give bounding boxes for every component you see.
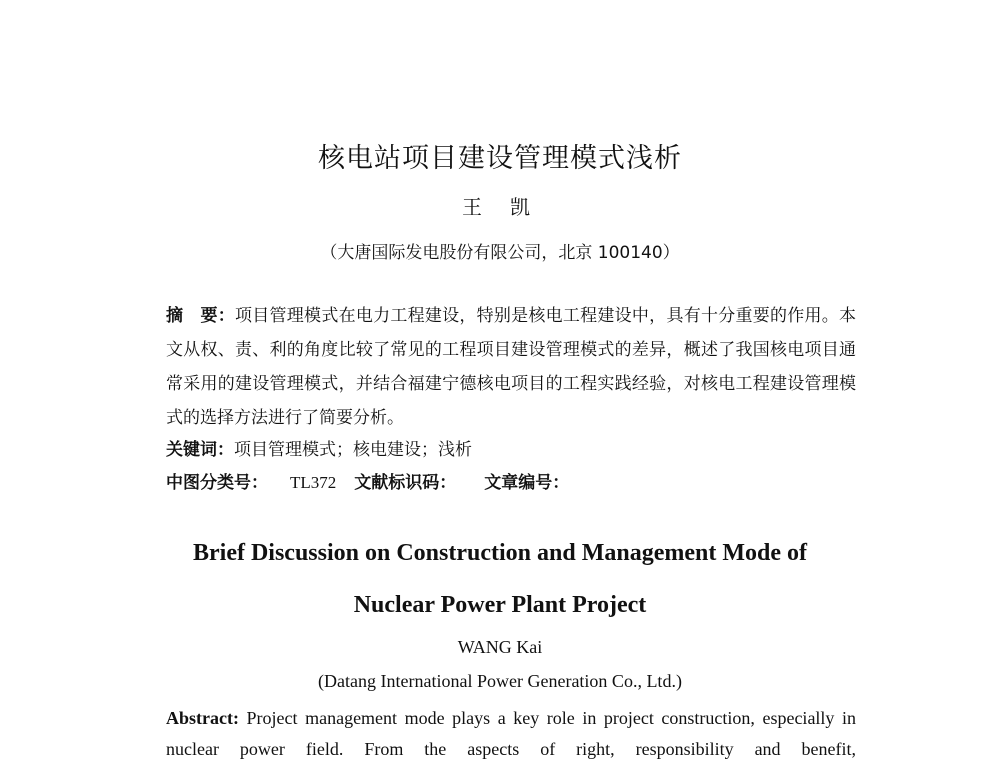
chinese-affiliation: （大唐国际发电股份有限公司，北京 100140） [320,243,680,263]
english-author: WANG Kai [457,637,543,657]
article-number-label: 文章编号： [484,473,570,493]
english-title-line-2: Nuclear Power Plant Project [353,592,647,618]
chinese-title: 核电站项目建设管理模式浅析 [318,143,682,174]
document-code-label: 文献标识码： [354,473,457,493]
chinese-keywords [166,433,856,467]
clc-label: 中图分类号： [166,473,268,493]
chinese-abstract-text: 项目管理模式在电力工程建设，特别是核电工程建设中，具有十分重要的作用。本文从权、责、利的角度比较了常见的工程项目建设管理模式的差异，概述了我国核电项目通常采用的建设管理模式，并结合福建宁德核电项目的工程实践经验，对核电工程建设管理模式的选择方法进行了简要分析。 [166,306,857,428]
english-title-line-1: Brief Discussion on Construction and Management Mode of [192,540,807,566]
chinese-author: 王凯 [462,195,558,219]
chinese-abstract-label: 摘 要： [166,306,236,326]
chinese-keywords-label: 关键词： [166,440,234,460]
classification-line [166,466,856,500]
clc-value: TL372 [290,473,337,492]
english-abstract-text: Project management mode plays a key role in project construction, especially in nuclear power field. From the aspects of right, responsibility and benefit, [166,708,856,759]
english-affiliation: (Datang International Power Generation Co., Ltd.) [318,671,682,691]
english-abstract [166,703,856,765]
chinese-abstract [166,299,856,435]
english-abstract-label: Abstract: [166,708,239,728]
chinese-keywords-text: 项目管理模式；核电建设；浅析 [234,440,472,460]
